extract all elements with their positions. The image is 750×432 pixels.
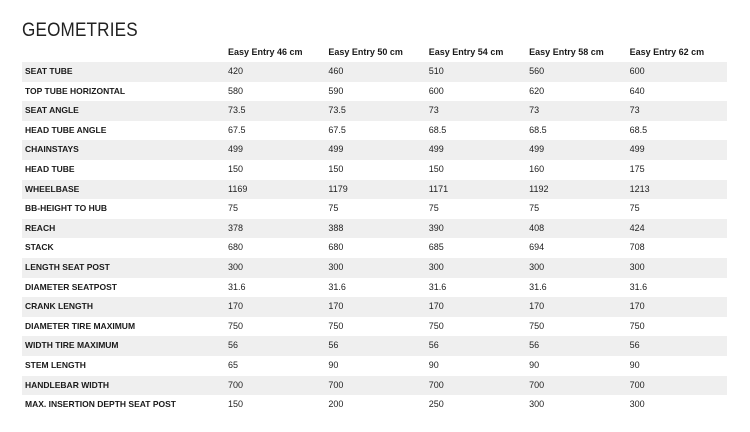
table-row	[22, 121, 727, 141]
table-cell: 56	[428, 340, 439, 351]
row-label: WIDTH TIRE MAXIMUM	[25, 340, 119, 351]
table-cell: 750	[328, 320, 344, 331]
table-cell: 31.6	[629, 281, 648, 292]
table-row	[22, 101, 727, 121]
table-cell: 67.5	[328, 124, 346, 135]
page-title: GEOMETRIES	[22, 20, 138, 41]
row-label: TOP TUBE HORIZONTAL	[25, 85, 126, 96]
table-cell: 700	[629, 379, 645, 390]
table-cell: 150	[428, 163, 444, 174]
table-cell: 510	[428, 66, 444, 76]
table-cell: 56	[328, 340, 339, 351]
table-cell: 580	[228, 85, 244, 96]
table-cell: 170	[228, 301, 244, 312]
table-cell: 65	[228, 359, 239, 370]
table-cell: 73.5	[328, 105, 346, 116]
table-cell: 685	[428, 242, 444, 253]
row-label: LENGTH SEAT POST	[25, 261, 110, 272]
table-cell: 56	[629, 340, 640, 351]
table-cell: 700	[529, 379, 545, 390]
row-label: HEAD TUBE	[25, 163, 75, 174]
row-label: DIAMETER TIRE MAXIMUM	[25, 320, 136, 331]
table-cell: 499	[529, 144, 545, 155]
header-label-cell	[22, 42, 225, 62]
table-cell: 31.6	[428, 281, 447, 292]
table-cell: 560	[529, 66, 545, 76]
table-cell: 31.6	[529, 281, 547, 292]
table-cell: 250	[428, 399, 444, 410]
table-cell: 300	[428, 261, 444, 272]
table-row	[22, 219, 727, 239]
table-cell: 73	[529, 105, 540, 116]
row-label: CHAINSTAYS	[25, 144, 79, 155]
table-cell: 708	[629, 242, 645, 253]
size-header: Easy Entry 58 cm	[529, 47, 604, 57]
table-cell: 75	[629, 203, 640, 214]
table-row	[22, 395, 727, 415]
table-cell: 620	[529, 85, 545, 96]
table-cell: 150	[228, 399, 244, 410]
table-row	[22, 62, 727, 82]
row-label: SEAT TUBE	[25, 66, 73, 76]
table-row	[22, 317, 727, 337]
table-cell: 600	[629, 66, 645, 76]
table-cell: 300	[328, 261, 344, 272]
table-cell: 600	[428, 85, 444, 96]
table-cell: 499	[328, 144, 344, 155]
table-cell: 75	[228, 203, 239, 214]
table-body	[22, 62, 727, 415]
table-cell: 90	[629, 359, 640, 370]
table-row	[22, 82, 727, 102]
table-row	[22, 199, 727, 219]
table-cell: 170	[529, 301, 545, 312]
table-cell: 150	[328, 163, 344, 174]
table-cell: 67.5	[228, 124, 246, 135]
table-cell: 90	[428, 359, 439, 370]
table-cell: 378	[228, 222, 244, 233]
table-cell: 750	[529, 320, 545, 331]
table-cell: 31.6	[328, 281, 346, 292]
table-cell: 75	[428, 203, 439, 214]
table-cell: 750	[428, 320, 444, 331]
table-cell: 160	[529, 163, 545, 174]
table-cell: 1171	[428, 183, 449, 194]
table-cell: 73	[629, 105, 640, 116]
table-cell: 68.5	[629, 124, 648, 135]
table-cell: 499	[629, 144, 645, 155]
row-label: HANDLEBAR WIDTH	[25, 379, 110, 390]
row-label: STACK	[25, 242, 54, 253]
table-row	[22, 356, 727, 376]
table-cell: 300	[629, 261, 645, 272]
table-cell: 388	[328, 222, 344, 233]
table-cell: 300	[529, 261, 545, 272]
table-row	[22, 297, 727, 317]
row-label: BB-HEIGHT TO HUB	[25, 203, 108, 214]
table-row	[22, 336, 727, 356]
table-cell: 170	[428, 301, 444, 312]
row-label: HEAD TUBE ANGLE	[25, 124, 107, 135]
table-cell: 1192	[529, 183, 549, 194]
table-row	[22, 160, 727, 180]
table-cell: 90	[529, 359, 540, 370]
table-cell: 390	[428, 222, 444, 233]
table-cell: 75	[529, 203, 540, 214]
table-cell: 460	[328, 66, 344, 76]
table-cell: 56	[529, 340, 540, 351]
table-cell: 499	[228, 144, 244, 155]
row-label: SEAT ANGLE	[25, 105, 79, 116]
size-header: Easy Entry 46 cm	[228, 47, 303, 57]
row-label: REACH	[25, 222, 56, 233]
table-cell: 170	[328, 301, 344, 312]
row-label: MAX. INSERTION DEPTH SEAT POST	[25, 399, 176, 410]
table-cell: 300	[529, 399, 545, 410]
table-cell: 31.6	[228, 281, 246, 292]
table-header-row	[22, 42, 727, 62]
table-cell: 408	[529, 222, 545, 233]
table-cell: 700	[328, 379, 344, 390]
table-row	[22, 180, 727, 200]
table-cell: 680	[328, 242, 344, 253]
table-cell: 1169	[228, 183, 248, 194]
table-cell: 640	[629, 85, 645, 96]
table-cell: 499	[428, 144, 444, 155]
table-cell: 420	[228, 66, 244, 76]
table-cell: 56	[228, 340, 239, 351]
table-cell: 694	[529, 242, 545, 253]
row-label: WHEELBASE	[25, 183, 80, 194]
table-cell: 73	[428, 105, 439, 116]
table-row	[22, 278, 727, 298]
table-cell: 300	[228, 261, 244, 272]
table-cell: 75	[328, 203, 339, 214]
table-cell: 750	[228, 320, 244, 331]
table-cell: 590	[328, 85, 344, 96]
table-cell: 73.5	[228, 105, 246, 116]
table-cell: 750	[629, 320, 645, 331]
size-header: Easy Entry 62 cm	[629, 47, 705, 57]
table-cell: 200	[328, 399, 344, 410]
table-cell: 700	[428, 379, 444, 390]
table-cell: 1213	[629, 183, 650, 194]
table-row	[22, 238, 727, 258]
size-header: Easy Entry 54 cm	[428, 47, 504, 57]
table-cell: 68.5	[428, 124, 447, 135]
table-cell: 424	[629, 222, 645, 233]
table-cell: 150	[228, 163, 244, 174]
table-cell: 68.5	[529, 124, 547, 135]
table-cell: 300	[629, 399, 645, 410]
table-cell: 90	[328, 359, 339, 370]
table-row	[22, 140, 727, 160]
table-row	[22, 376, 727, 396]
table-cell: 680	[228, 242, 244, 253]
table-cell: 170	[629, 301, 645, 312]
size-header: Easy Entry 50 cm	[328, 47, 403, 57]
geometry-table	[22, 42, 727, 415]
table-cell: 175	[629, 163, 645, 174]
table-cell: 700	[228, 379, 244, 390]
row-label: CRANK LENGTH	[25, 301, 93, 312]
row-label: STEM LENGTH	[25, 359, 86, 370]
row-label: DIAMETER SEATPOST	[25, 281, 117, 292]
table-cell: 1179	[328, 183, 348, 194]
table-row	[22, 258, 727, 278]
